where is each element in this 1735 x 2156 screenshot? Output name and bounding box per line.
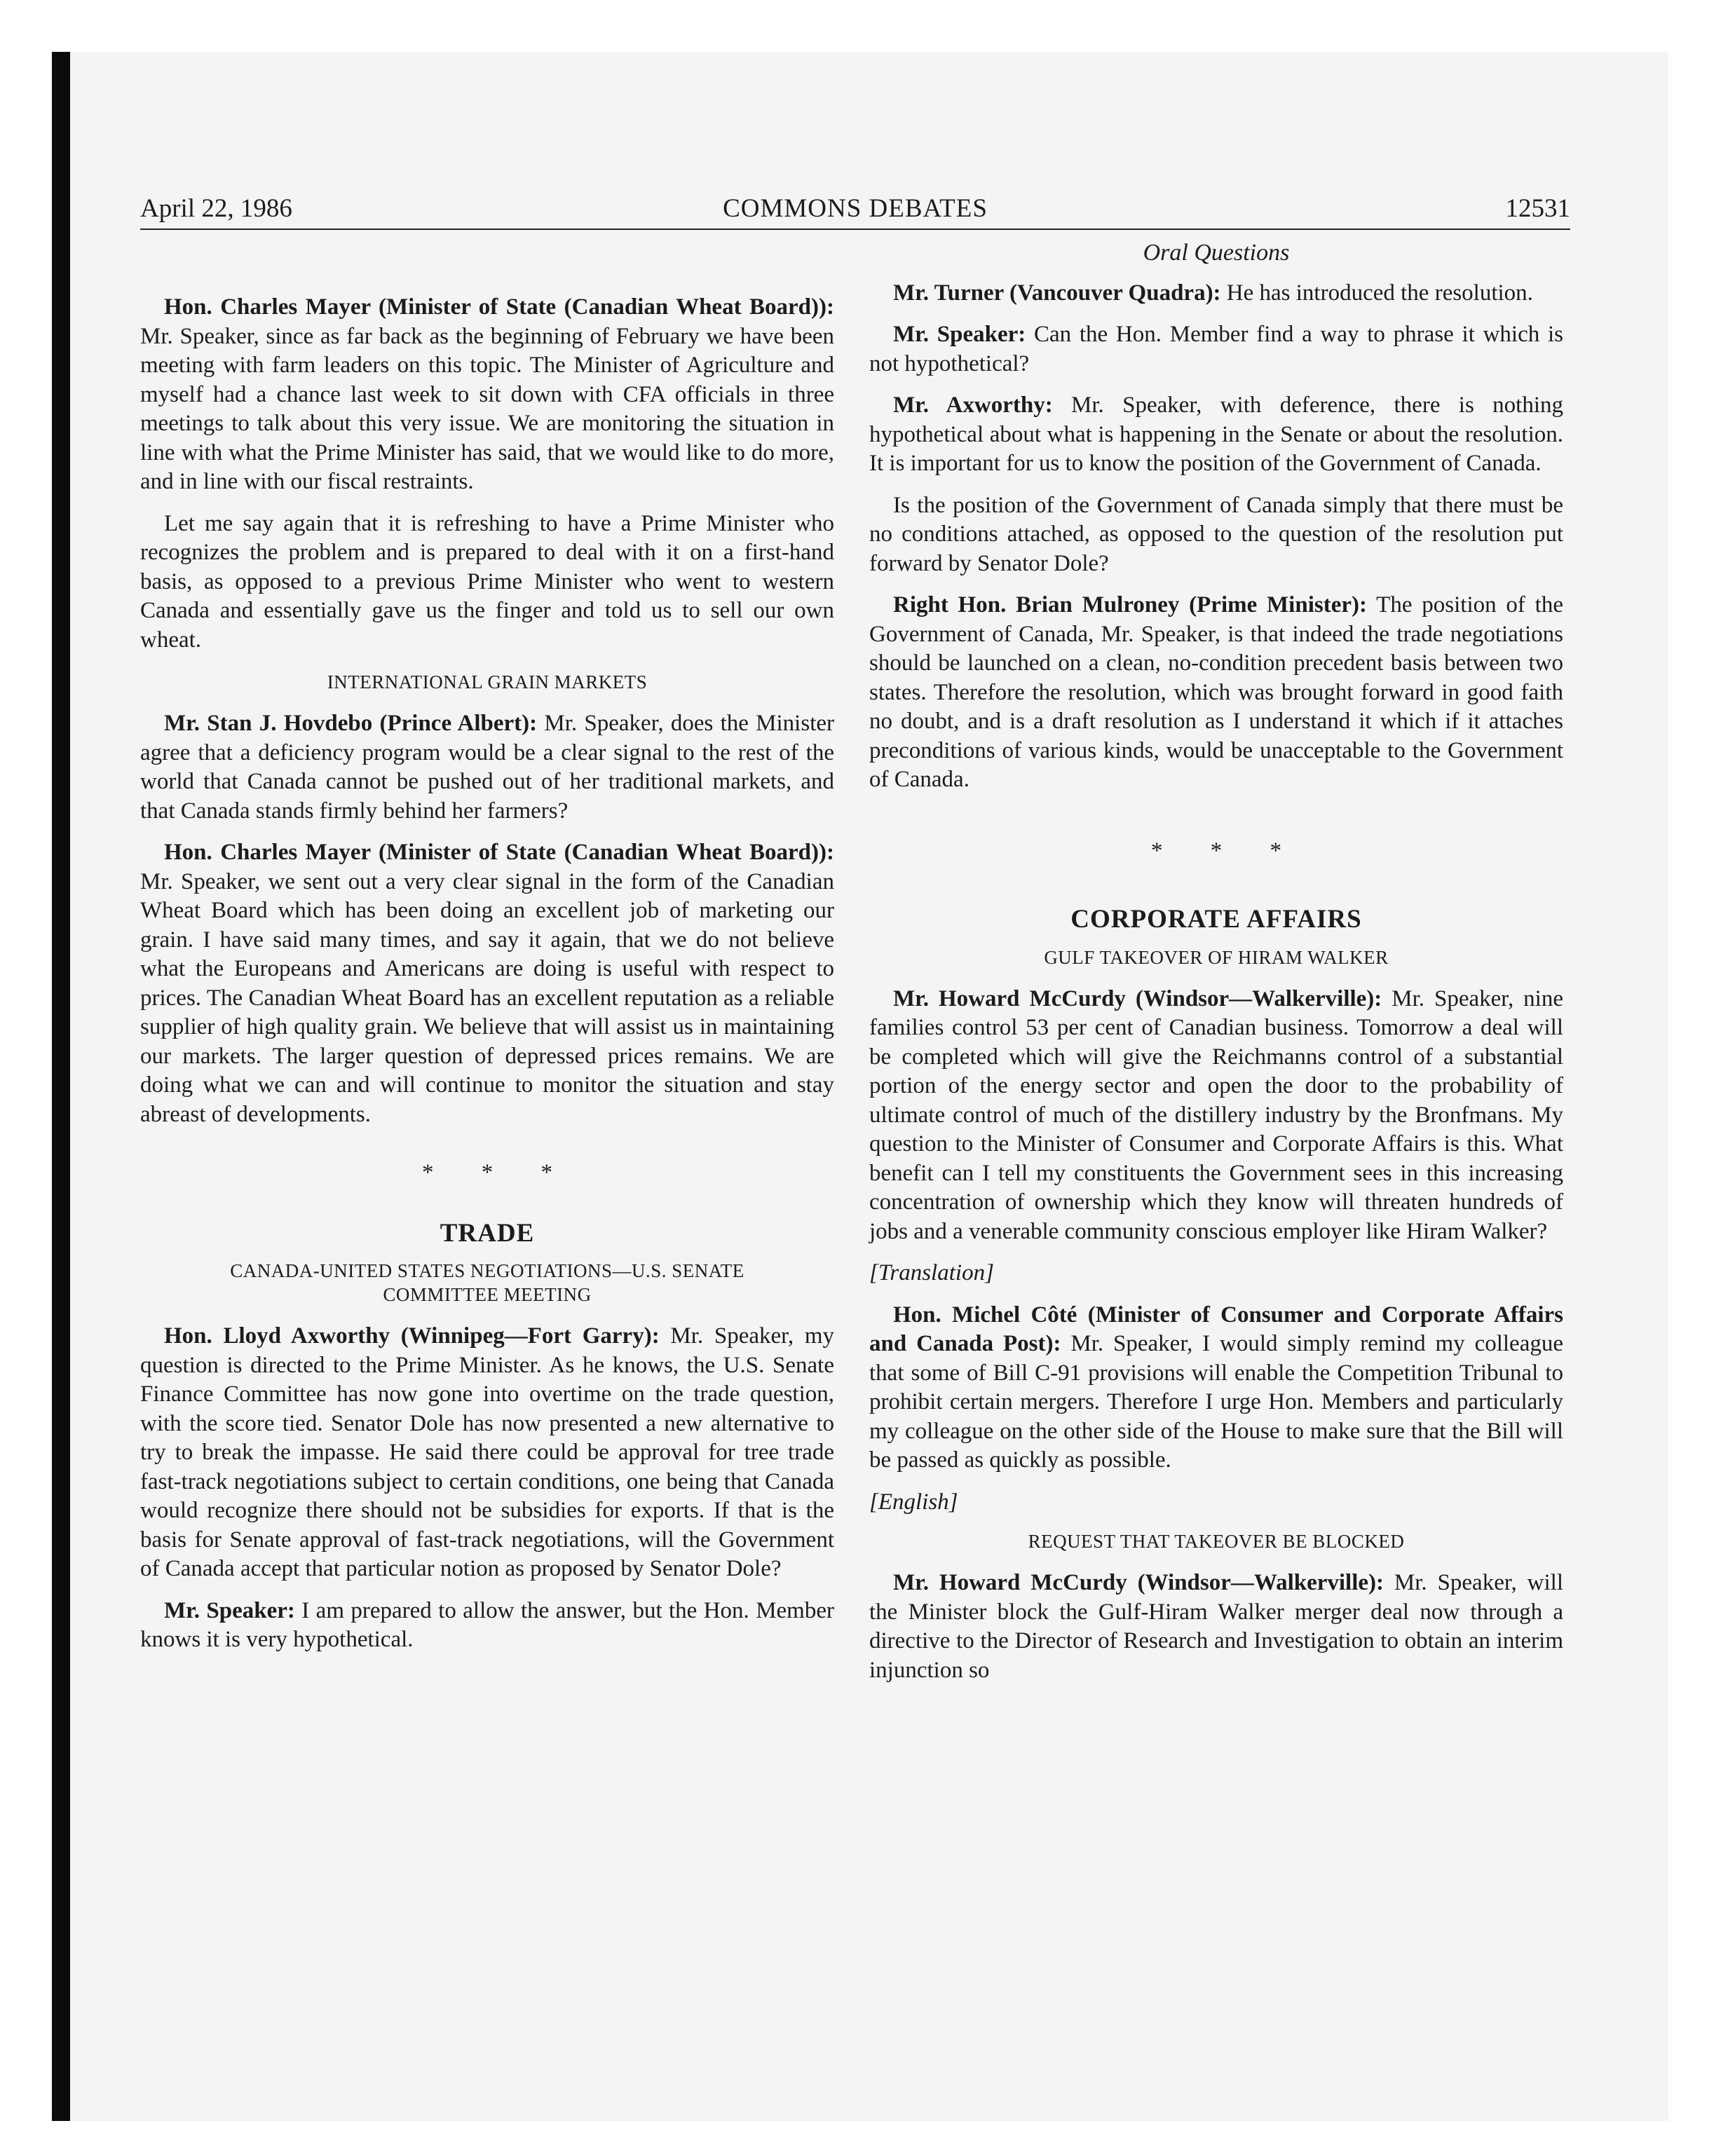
header-date: April 22, 1986 [140,194,292,223]
speech-text: Mr. Speaker, we sent out a very clear signal in the form of the Canadian Wheat Board which has been doing an excellent job of marketing our grain. I have said many times, and say it again, that we do not believe what the Europeans and Americans are doing is useful with respect to prices. The Canadian Wheat Board has an excellent reputation as a reliable supplier of high quality grain. We believe that will assist us in maintaining our markets. The larger question of depressed prices remains. We are doing what we can and will continue to monitor the situation and stay abreast of developments. [140,868,834,1127]
speaker-name: Hon. Michel Côté (Minister of Consumer and Corporate Affairs and Canada Post): [869,1302,1563,1356]
paragraph [869,1569,1563,1685]
speaker-name: Mr. Howard McCurdy (Windsor—Walkerville): [893,1570,1384,1595]
paragraph [140,1322,834,1584]
subheading: REQUEST THAT TAKEOVER BE BLOCKED [1028,1531,1405,1552]
speech-text: Can the Hon. Member find a way to phrase it which is not hypothetical? [869,322,1563,376]
running-head [140,189,1570,230]
speaker-name: Mr. Speaker: [893,322,1026,347]
paragraph [869,1301,1563,1475]
subheading: INTERNATIONAL GRAIN MARKETS [327,671,648,692]
paragraph [869,985,1563,1247]
speaker-name: Mr. Turner (Vancouver Quadra): [893,280,1221,306]
speaker-name: Mr. Axworthy: [893,393,1053,418]
paragraph [140,293,834,497]
subheading: CANADA-UNITED STATES NEGOTIATIONS—U.S. SENATE COMMITTEE MEETING [230,1260,744,1305]
header-title: COMMONS DEBATES [723,194,988,223]
speech-text: Mr. Speaker, since as far back as the beginning of February we have been meeting with farm leaders on this topic. The Minister of Agriculture and myself had a chance last week to sit down with CFA officials in three meetings to talk about this very issue. We are monitoring the situation in line with what the Prime Minister has said, that we would like to do more, and in line with our fiscal restraints. [140,323,834,494]
language-marker: [Translation] [869,1260,994,1285]
speech-text: Mr. Speaker, nine families control 53 per cent of Canadian business. Tomorrow a deal will be completed which will give the Reichmanns control of a substantial portion of the energy sector and open the door to the probability of ultimate control of much of the distillery industry by the Bronfmans. My question to the Minister of Consumer and Corporate Affairs is this. What benefit can I tell my constituents the Government sees in this increasing concentration of ownership which they know will threaten hundreds of jobs and a venerable community conscious employer like Hiram Walker? [869,985,1563,1244]
paragraph [869,591,1563,795]
speech-text: Mr. Speaker, my question is directed to the Prime Minister. As he knows, the U.S. Senate Finance Committee has now gone into overtime on the trade question, with the score tied. Senator Dole has now presented a new alternative to try to break the impasse. He said there could be approval for tree trade fast-track negotiations subject to certain conditions, one being that Canada would recognize there should not be subsidies for exports. If that is the basis for Senate approval of fast-track negotiations, will the Government of Canada accept that particular notion as proposed by Senator Dole? [140,1323,834,1581]
subheading: GULF TAKEOVER OF HIRAM WALKER [1044,946,1389,968]
page [140,189,1570,2040]
speaker-name: Hon. Charles Mayer (Minister of State (Canadian Wheat Board)): [164,294,834,320]
speaker-name: Mr. Howard McCurdy (Windsor—Walkerville): [893,985,1382,1011]
speech-text: The position of the Government of Canada, Mr. Speaker, is that indeed the trade negotiations should be launched on a clean, no-condition precedent basis between two states. Therefore the resolution, which was brought forward in good faith no doubt, and is a draft resolution as I understand it which if it attaches preconditions of various kinds, would be unacceptable to the Government of Canada. [869,592,1563,792]
speaker-name: Hon. Charles Mayer (Minister of State (Canadian Wheat Board)): [164,840,834,865]
speech-text: Mr. Speaker, will the Minister block the Gulf-Hiram Walker merger deal now through a directive to the Director of Research and Investigation to obtain an interim injunction so [869,1570,1563,1683]
paragraph [869,320,1563,378]
section-divider: * * * [1151,838,1302,864]
speaker-name: Hon. Lloyd Axworthy (Winnipeg—Fort Garry): [164,1323,660,1349]
speech-text: He has introduced the resolution. [1220,280,1533,306]
speech-text: Mr. Speaker, with deference, there is nothing hypothetical about what is happening in the Senate or about the resolution. It is important for us to know the position of the Government of Canada. [869,393,1563,476]
language-marker: [English] [869,1489,958,1515]
paragraph: Is the position of the Government of Canada simply that there must be no conditions attached, as opposed to the question of the resolution put forward by Senator Dole? [869,492,1563,576]
speech-text: I am prepared to allow the answer, but the Hon. Member knows it is very hypothetical. [140,1597,834,1652]
paragraph: Let me say again that it is refreshing to have a Prime Minister who recognizes the problem and is prepared to deal with it on a first-hand basis, as opposed to a previous Prime Minister who went to western Canada and essentially gave us the finger and told us to sell our own wheat. [140,510,834,653]
paragraph [869,391,1563,479]
right-column [869,238,1563,1698]
paragraph [140,709,834,826]
paragraph [140,1597,834,1655]
section-heading: TRADE [440,1218,535,1248]
speaker-name: Right Hon. Brian Mulroney (Prime Minister): [893,592,1367,618]
section-heading: CORPORATE AFFAIRS [1070,905,1362,934]
speech-text: Mr. Speaker, does the Minister agree that a deficiency program would be a clear signal to the rest of the world that Canada cannot be pushed out of her traditional markets, and that Canada stands firmly behind her farmers? [140,711,834,824]
header-page-number: 12531 [1505,194,1570,223]
paragraph [140,838,834,1129]
speech-text: Mr. Speaker, I would simply remind my colleague that some of Bill C-91 provisions will enable the Competition Tribunal to prohibit certain mergers. Therefore I urge Hon. Members and particularly my colleague on the other side of the House to make sure that the Bill will be passed as quickly as possible. [869,1331,1563,1473]
scan-edge [52,52,70,2121]
section-divider: * * * [422,1160,573,1185]
paragraph [869,279,1563,308]
speaker-name: Mr. Stan J. Hovdebo (Prince Albert): [164,711,538,736]
speaker-name: Mr. Speaker: [164,1597,295,1623]
left-column [140,293,834,1667]
column-caption: Oral Questions [1143,240,1290,266]
